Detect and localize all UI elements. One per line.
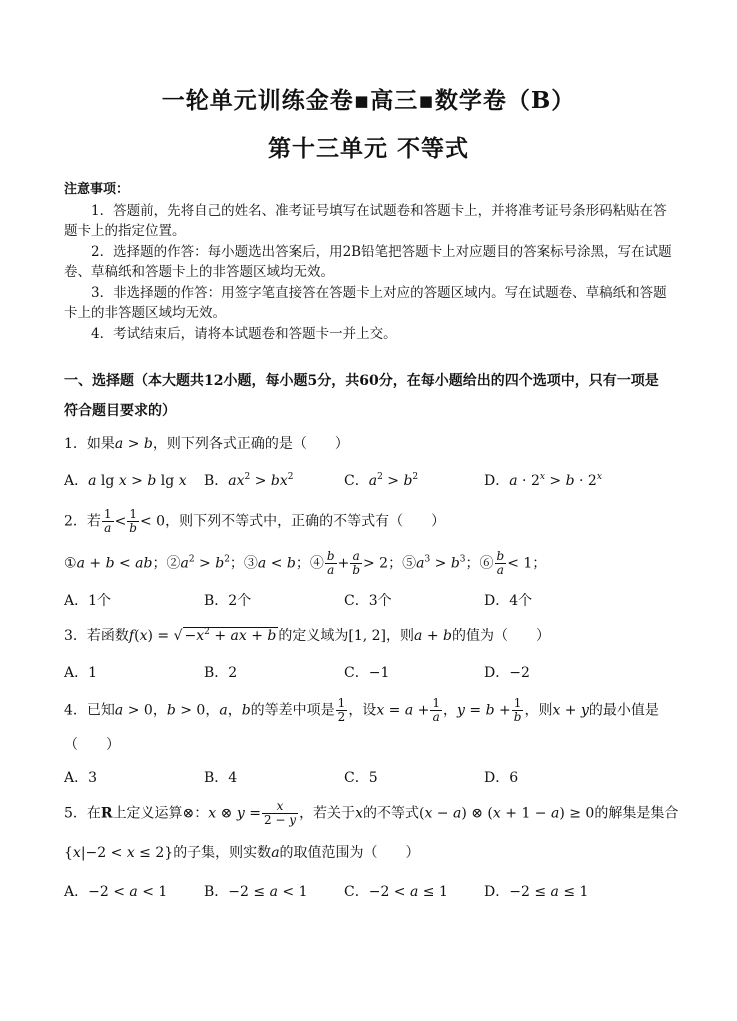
option-a: A．1个 (64, 593, 112, 609)
question-3: 3．若函数f(x) = √ $-x^2$ + ax + b 的定义域为[1, 2]，则a + b的值为（ ） (64, 627, 550, 644)
notice-item-2: 2．选择题的作答：每小题选出答案后，用2B铅笔把答题卡上对应题目的答案标号涂黑，写在试题卷、草稿纸和答题卡上的非答题区域均无效。 (64, 243, 672, 280)
question-3-options (64, 662, 678, 682)
section-heading: 一、选择题（本大题共12小题，每小题5分，共60分，在每小题给出的四个选项中，只有一项是 符合题目要求的） (64, 373, 659, 419)
question-5: 5．在R上定义运算⊗：x ⊗ y = $\frac{x}{2 - y}$ ，若关于x的不等式(x − a) ⊗ (x + 1 − a) ≥ 0的解集是集合 (64, 799, 679, 827)
question-5-options (64, 881, 678, 901)
option-b: B．2个 (204, 593, 252, 609)
option-d: D．4个 (484, 593, 533, 609)
option-c: C．−2 < a ≤ 1 (344, 884, 448, 900)
option-a: A．1 (64, 665, 98, 681)
question-5-line2: {x|−2 < x ≤ 2}的子集，则实数a的取值范围为（ ） (64, 845, 420, 861)
option-b: B．4 (204, 770, 238, 786)
notice-item-3: 3．非选择题的作答：用签字笔直接答在答题卡上对应的答题区域内。写在试题卷、草稿纸和答题卡上的非答题区域均无效。 (64, 284, 667, 321)
question-2-statements: ①a + b < ab；$②a^2 > b^2$；③a < b；④ $\frac{b}{a}$ + $\frac{a}{b}$ > 2；$⑤a^3 > b^3$；⑥ $\frac{b}{a}$ < 1； (64, 549, 547, 577)
option-d: D．−2 ≤ a ≤ 1 (484, 884, 589, 900)
option-b: B．−2 ≤ a < 1 (204, 884, 308, 900)
notice-block (64, 180, 676, 344)
option-a: A．−2 < a < 1 (64, 884, 168, 900)
question-4-paren: （ ） (64, 737, 120, 753)
notice-heading: 注意事项： (64, 182, 130, 197)
option-c: C．−1 (344, 665, 390, 681)
option-d: D．6 (484, 770, 519, 786)
question-2: 2．若 $\frac{1}{a}$ < $\frac{1}{b}$ < 0，则下列不等式中，正确的不等式有（ ） (64, 507, 446, 535)
option-d: D．−2 (484, 665, 530, 681)
option-d: D．$a \cdot 2^x > b \cdot 2^x$ (484, 472, 602, 489)
question-1-options (64, 470, 678, 490)
option-b: B．2 (204, 665, 238, 681)
unit-title: 第十三单元 不等式 (267, 135, 469, 162)
question-2-options (64, 590, 678, 610)
option-a: A．3 (64, 770, 98, 786)
option-a: A．a lg x > b lg x (64, 473, 187, 489)
option-c: C．5 (344, 770, 378, 786)
option-c: C．$a^2 > b^2$ (344, 472, 419, 489)
exam-title: 一轮单元训练金卷▪高三▪数学卷（B） (161, 87, 576, 114)
option-b: B．$ax^2 > bx^2$ (204, 472, 294, 489)
notice-item-1: 1．答题前，先将自己的姓名、准考证号填写在试题卷和答题卡上，并将准考证号条形码粘贴在答题卡上的指定位置。 (64, 202, 667, 239)
question-4: 4．已知a > 0，b > 0，a，b的等差中项是 $\frac{1}{2}$ ，设x = a + $\frac{1}{a}$ ，y = b + $\frac{1}{b}$ ，则x + y的最小值是 (64, 696, 659, 724)
question-4-options (64, 767, 678, 787)
notice-item-4: 4．考试结束后，请将本试题卷和答题卡一并上交。 (91, 325, 397, 342)
question-1: 1．如果a > b，则下列各式正确的是（ ） (64, 436, 349, 452)
option-c: C．3个 (344, 593, 392, 609)
